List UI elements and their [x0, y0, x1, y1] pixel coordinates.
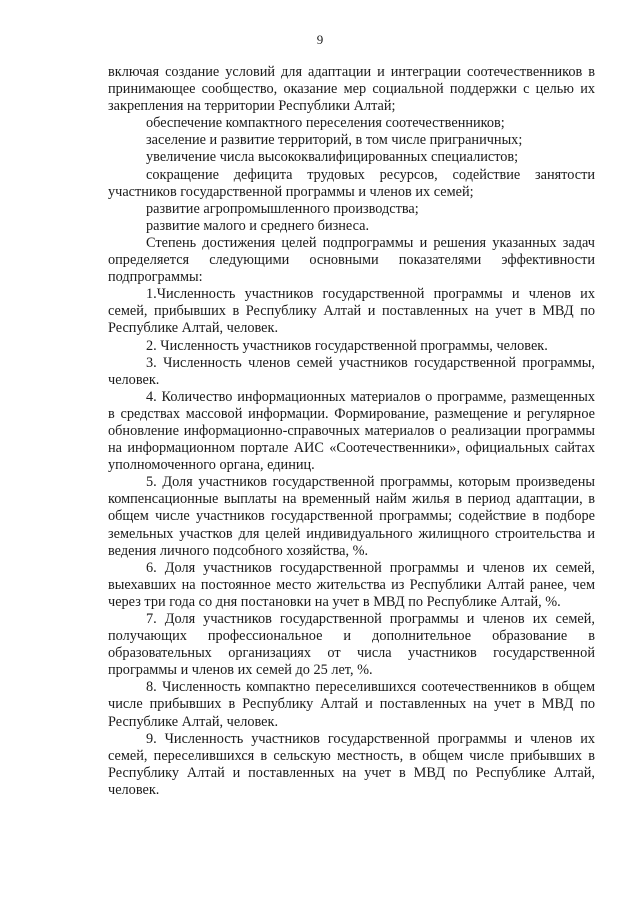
indicator-6: 6. Доля участников государственной программы и членов их семей, выехавших на постоянное место жительства из Республики Алтай ранее, чем через три года со дня постановки на учет в МВД по Республике Алтай, %.: [108, 559, 595, 610]
paragraph-intro-continuation: включая создание условий для адаптации и интеграции соотечественников в принимающее сообщество, оказание мер социальной поддержки с целью их закрепления на территории Республики Алтай;: [108, 64, 595, 115]
indicator-8: 8. Численность компактно переселившихся соотечественников в общем числе прибывших в Республику Алтай и поставленных на учет в МВД по Республике Алтай, человек.: [108, 679, 595, 730]
paragraph-indicators-intro: Степень достижения целей подпрограммы и решения указанных задач определяется следующими основными показателями эффективности подпрограммы:: [108, 234, 595, 286]
indicator-9: 9. Численность участников государственной программы и членов их семей, переселившихся в сельскую местность, в общем числе прибывших в Республику Алтай и поставленных на учет в МВД по Республике Алтай, человек.: [108, 730, 595, 798]
goal-item-agro: развитие агропромышленного производства;: [146, 200, 419, 217]
indicator-7: 7. Доля участников государственной программы и членов их семей, получающих профессиональное и дополнительное образование в образовательных организациях от числа участников государственной программы и членов их семей до 25 лет, %.: [108, 611, 595, 679]
page-number: 9: [316, 32, 324, 47]
indicator-1: 1.Численность участников государственной программы и членов их семей, прибывших в Республику Алтай и поставленных на учет в МВД по Республике Алтай, человек.: [108, 286, 595, 337]
goal-item-compact-resettlement: обеспечение компактного переселения соотечественников;: [146, 115, 505, 132]
goal-item-labor-deficit: сокращение дефицита трудовых ресурсов, содействие занятости участников государственной программы и членов их семей;: [108, 166, 595, 200]
indicator-2: 2. Численность участников государственной программы, человек.: [146, 337, 548, 354]
goal-item-territory-settlement: заселение и развитие территорий, в том числе приграничных;: [146, 132, 523, 149]
indicator-5: 5. Доля участников государственной программы, которым произведены компенсационные выплаты на временный найм жилья в период адаптации, в общем числе участников государственной программы; содействие в подборе земельных участков для целей индивидуального жилищного строительства и ведения личного подсобного хозяйства, %.: [108, 474, 595, 559]
indicator-3: 3. Численность членов семей участников государственной программы, человек.: [108, 354, 595, 388]
indicator-4: 4. Количество информационных материалов о программе, размещенных в средствах массовой информации. Формирование, размещение и регулярное обновление информационно-справочных материалов о реализации программы на информационном портале АИС «Соотечественники», официальных сайтах уполномоченного органа, единиц.: [108, 388, 595, 474]
goal-item-business: развитие малого и среднего бизнеса.: [146, 217, 370, 234]
goal-item-specialists: увеличение числа высококвалифицированных специалистов;: [146, 149, 519, 166]
document-body: [108, 64, 595, 799]
